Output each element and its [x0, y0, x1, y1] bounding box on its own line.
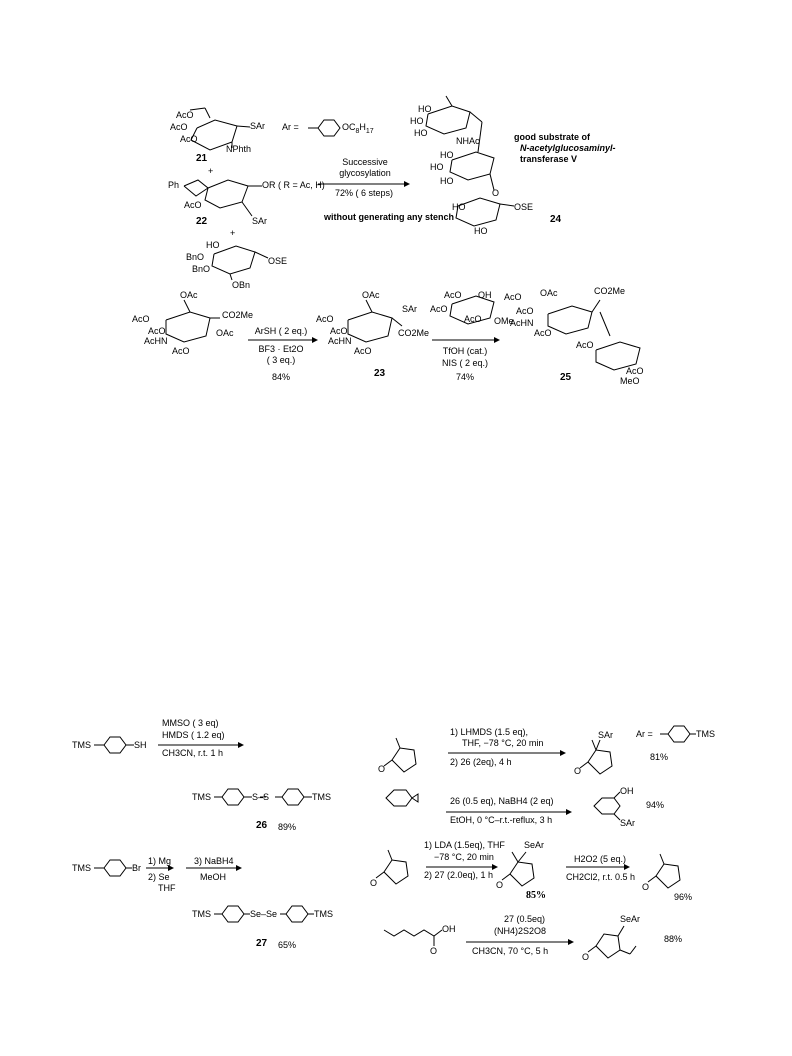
ar-octyloxy: $OC_8H_{17}$: [342, 122, 374, 135]
mid-step1-above: ArSH ( 2 eq.): [254, 326, 308, 336]
mid-step2-yield: 74%: [455, 372, 474, 382]
sia-start-aco-2: AcO: [148, 326, 166, 336]
acceptor-ose: OSE: [268, 256, 288, 266]
c24-group-9: O: [492, 188, 500, 198]
row2-cond-a1: 1) Mg: [148, 856, 172, 866]
c25-aco-5: AcO: [626, 366, 644, 376]
r3-start-o: O: [370, 878, 378, 888]
r1-product-lactone: [580, 740, 612, 774]
c22-group-aco: AcO: [184, 200, 202, 210]
r1-ar-def: Ar =: [636, 729, 653, 739]
c23-sar: SAr: [402, 304, 418, 314]
compound-26-yield: 89%: [278, 822, 297, 832]
r3-seleno-lactone: [502, 852, 534, 886]
c24-group-2: HO: [410, 116, 424, 126]
compound-25-structure: [548, 300, 640, 370]
row2-br: Br: [132, 863, 141, 873]
middle-arrow-1: [248, 337, 318, 343]
r1-ar-aryl: [660, 726, 696, 742]
plus-sign-1: +: [208, 166, 214, 176]
c27-tms-right: TMS: [314, 909, 333, 919]
c24-group-11: HO: [474, 226, 488, 236]
row1-sh: SH: [134, 740, 147, 750]
r3-butenolide: [648, 854, 680, 888]
c22-group-or: OR: [262, 180, 276, 190]
r4-start-oh: OH: [442, 924, 456, 934]
r3-cond-4: H2O2 (5 eq.): [574, 854, 627, 864]
r1-cond-3: 2) 26 (2eq), 4 h: [450, 757, 512, 767]
compound-21-number: 21: [196, 153, 208, 164]
r4-cond-3: CH3CN, 70 °C, 5 h: [472, 946, 549, 956]
c24-group-nhac: NHAc: [456, 136, 480, 146]
c23-achn: AcHN: [328, 336, 352, 346]
mid-acc-aco-2: AcO: [430, 304, 448, 314]
r2-prod-sar: SAr: [620, 818, 636, 828]
c23-co2me: CO2Me: [398, 328, 430, 338]
c22-r-definition: ( R = Ac, H): [278, 180, 325, 190]
compound-25-number: 25: [560, 372, 572, 383]
c21-group-5: NPhth: [226, 144, 252, 154]
r3-cond-2: −78 °C, 20 min: [434, 852, 494, 862]
c23-aco-2: AcO: [330, 326, 348, 336]
c24-group-8: HO: [452, 202, 466, 212]
mid-acc-aco-3: AcO: [464, 314, 482, 324]
mid-step1-below-1: BF3 · Et2O: [258, 344, 304, 354]
middle-arrow-2: [432, 337, 500, 343]
c23-oac: OAc: [362, 290, 380, 300]
sia-start-oac-1: OAc: [180, 290, 198, 300]
mid-step2-below-2: NIS ( 2 eq.): [441, 358, 488, 368]
c26-ss: S–S: [252, 792, 270, 802]
c21-group-3: AcO: [180, 134, 198, 144]
substrate-note-2: N-acetylglucosaminyl-: [520, 143, 616, 153]
aryl-definition-21: [308, 120, 340, 136]
substrate-note-3: transferase V: [520, 154, 578, 164]
r3-cond-5: CH2Cl2, r.t. 0.5 h: [566, 872, 636, 882]
sia-start-oac-2: OAc: [216, 328, 234, 338]
mid-step1-yield: 84%: [271, 372, 290, 382]
acceptor-ho: HO: [206, 240, 220, 250]
sia-start-co2me: CO2Me: [222, 310, 254, 320]
r2-start-epoxide: [386, 790, 418, 806]
sia-start-aco-3: AcO: [172, 346, 190, 356]
mid-step2-below-1: TfOH (cat.): [442, 346, 488, 356]
row2-cond-b1: 3) NaBH4: [194, 856, 234, 866]
plus-sign-2: +: [230, 228, 236, 238]
row1-cond-2: HMDS ( 1.2 eq): [162, 730, 225, 740]
top-reaction-arrow: [318, 181, 410, 187]
c25-aco-3: AcO: [534, 328, 552, 338]
r4-start-o: O: [430, 946, 438, 956]
substrate-note-1: good substrate of: [514, 132, 590, 142]
acceptor-sugar-structure: [212, 246, 268, 280]
stench-note: without generating any stench: [324, 212, 455, 222]
r4-cond-1: 27 (0.5eq): [504, 914, 546, 924]
r1-yield: 81%: [650, 752, 669, 762]
compound-24-structure: [426, 96, 514, 226]
compound-22-number: 22: [196, 216, 208, 227]
row2-start-aryl: [94, 860, 132, 876]
r3-cond-1: 1) LDA (1.5eq), THF: [424, 840, 505, 850]
r1-cond-1: 1) LHMDS (1.5 eq),: [450, 727, 529, 737]
sia-start-aco-1: AcO: [132, 314, 150, 324]
c25-aco-4: AcO: [576, 340, 594, 350]
c24-group-5: HO: [440, 150, 454, 160]
c25-oac: OAc: [540, 288, 558, 298]
row1-tms: TMS: [72, 740, 91, 750]
acceptor-bno-2: BnO: [192, 264, 211, 274]
c24-group-3: HO: [414, 128, 428, 138]
r1-start-o: O: [378, 764, 386, 774]
c25-aco-2: AcO: [516, 306, 534, 316]
c25-meo: MeO: [620, 376, 640, 386]
c25-achn: AcHN: [510, 318, 534, 328]
r4-hexenoic-acid: [384, 930, 442, 946]
r4-prod-o: O: [582, 952, 590, 962]
top-arrow-below: 72% ( 6 steps): [334, 188, 394, 198]
mid-acc-aco-1: AcO: [444, 290, 462, 300]
r1-prod-sar: SAr: [598, 730, 614, 740]
r1-arrow: [448, 750, 566, 756]
r4-prod-sear: SeAr: [620, 914, 641, 924]
compound-27-number: 27: [256, 938, 268, 949]
top-arrow-above-2: glycosylation: [339, 168, 391, 178]
r1-start-lactone: [384, 738, 416, 772]
row1-start-aryl: [94, 737, 134, 753]
row1-cond-1: MMSO ( 3 eq): [162, 718, 219, 728]
r3-start-lactone: [376, 850, 408, 884]
compound-23-structure: [348, 300, 402, 342]
sia-start-achn: AcHN: [144, 336, 168, 346]
r4-product-lactone: [588, 926, 636, 958]
c23-aco-1: AcO: [316, 314, 334, 324]
c24-group-7: HO: [440, 176, 454, 186]
c23-aco-3: AcO: [354, 346, 372, 356]
compound-24-number: 24: [550, 214, 562, 225]
c27-sese: Se–Se: [250, 909, 278, 919]
c24-group-6: HO: [430, 162, 444, 172]
r2-cond-2: EtOH, 0 °C–r.t.-reflux, 3 h: [450, 815, 553, 825]
sialic-start-structure: [166, 300, 220, 342]
row2-cond-a2: 2) Se: [148, 872, 170, 882]
c24-group-1: HO: [418, 104, 432, 114]
r3-cond-3: 2) 27 (2.0eq), 1 h: [424, 870, 494, 880]
r3-mid-o: O: [496, 880, 504, 890]
mid-acc-oh: OH: [478, 290, 492, 300]
r2-prod-oh: OH: [620, 786, 634, 796]
r1-prod-o: O: [574, 766, 582, 776]
mid-step1-below-2: ( 3 eq.): [266, 355, 296, 365]
c22-group-ph: Ph: [168, 180, 180, 190]
c21-group-2: AcO: [170, 122, 188, 132]
compound-27-yield: 65%: [278, 940, 297, 950]
r3-yield-a: 85%: [526, 890, 546, 901]
r3-yield-b: 96%: [674, 892, 693, 902]
compound-23-number: 23: [374, 368, 386, 379]
top-arrow-above-1: Successive: [342, 157, 388, 167]
c24-group-ose: OSE: [514, 202, 534, 212]
r1-cond-2: THF, −78 °C, 20 min: [462, 738, 544, 748]
ar-definition-label: Ar =: [282, 122, 299, 132]
r2-product-cyclohexane: [594, 792, 620, 820]
mid-acc-ome: OMe: [494, 316, 514, 326]
r3-prod-o: O: [642, 882, 650, 892]
r2-yield: 94%: [646, 800, 665, 810]
c26-tms-left: TMS: [192, 792, 211, 802]
acceptor-bno-1: BnO: [186, 252, 205, 262]
c25-aco-1: AcO: [504, 292, 522, 302]
c21-group-4: SAr: [250, 121, 266, 131]
r1-ar-tms: TMS: [696, 729, 715, 739]
row1-cond-3: CH3CN, r.t. 1 h: [162, 748, 224, 758]
c26-tms-right: TMS: [312, 792, 331, 802]
c21-group-1: AcO: [176, 110, 194, 120]
r4-arrow: [466, 939, 574, 945]
row2-tms: TMS: [72, 863, 91, 873]
c22-group-sar: SAr: [252, 216, 268, 226]
c27-tms-left: TMS: [192, 909, 211, 919]
c25-co2me: CO2Me: [594, 286, 626, 296]
acceptor-obn: OBn: [232, 280, 251, 290]
row2-cond-b2: MeOH: [200, 872, 227, 882]
compound-26-number: 26: [256, 820, 268, 831]
r3-prod-sear: SeAr: [524, 840, 545, 850]
r2-cond-1: 26 (0.5 eq), NaBH4 (2 eq): [450, 796, 554, 806]
row2-cond-a3: THF: [158, 883, 176, 893]
r4-cond-2: (NH4)2S2O8: [494, 926, 547, 936]
r4-yield: 88%: [664, 934, 683, 944]
